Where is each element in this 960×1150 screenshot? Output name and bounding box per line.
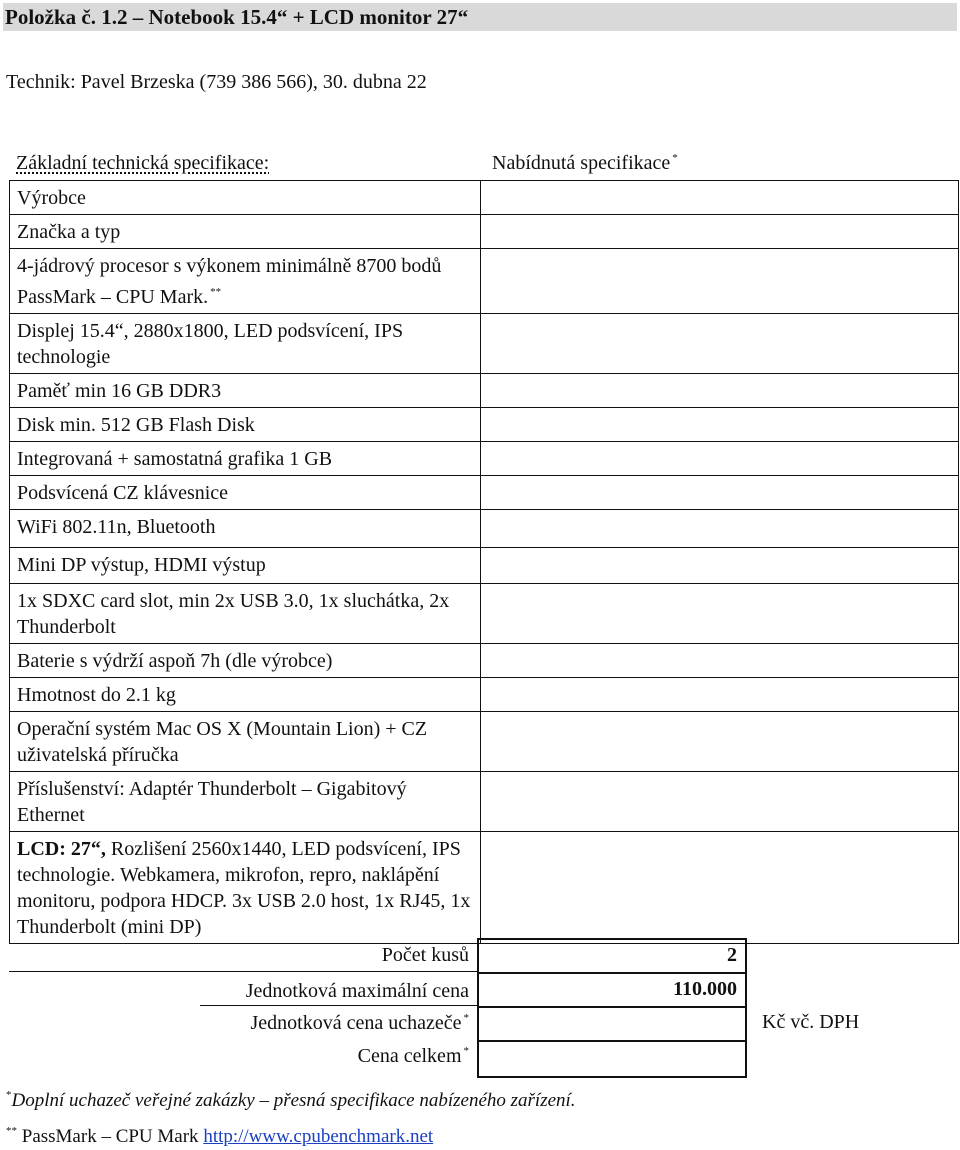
spec-row <box>9 374 959 408</box>
spec-row <box>9 215 959 249</box>
spec-label: Baterie s výdrží aspoň 7h (dle výrobce) <box>9 644 481 677</box>
spec-row <box>9 314 959 374</box>
spec-label: Mini DP výstup, HDMI výstup <box>9 548 481 583</box>
footnote-offer <box>4 1089 576 1112</box>
price-divider-line <box>9 971 477 972</box>
unit-price-mark: * <box>463 1012 469 1024</box>
spec-row <box>9 644 959 678</box>
count-value: 2 <box>479 940 745 974</box>
spec-row <box>9 181 959 215</box>
spec-row-lcd <box>9 832 959 944</box>
spec-table <box>9 180 959 944</box>
offered-spec-cell[interactable] <box>481 181 959 214</box>
total-price-label-text: Cena celkem <box>357 1045 462 1067</box>
spec-row <box>9 548 959 584</box>
offered-spec-cell[interactable] <box>481 408 959 441</box>
price-divider-line <box>200 1005 477 1006</box>
spec-label: Displej 15.4“, 2880x1800, LED podsvícení, IPS technologie <box>9 314 481 373</box>
footnote-passmark-text: PassMark – CPU Mark <box>21 1126 199 1147</box>
offered-spec-cell[interactable] <box>481 712 959 771</box>
max-price-label: Jednotková maximální cena <box>245 980 469 1002</box>
unit-price-label <box>4 1012 469 1035</box>
spec-label: Disk min. 512 GB Flash Disk <box>9 408 481 441</box>
total-price-input[interactable] <box>479 1042 745 1076</box>
offered-spec-cell[interactable] <box>481 832 959 943</box>
spec-label: Příslušenství: Adaptér Thunderbolt – Gigabitový Ethernet <box>9 772 481 831</box>
spec-row <box>9 408 959 442</box>
spec-label: 4-jádrový procesor s výkonem minimálně 8700 bodů PassMark – CPU Mark. <box>17 255 442 308</box>
offered-spec-header-text: Nabídnutá specifikace <box>492 152 671 174</box>
offered-spec-cell[interactable] <box>481 215 959 248</box>
offered-spec-cell[interactable] <box>481 249 959 313</box>
count-label: Počet kusů <box>381 944 469 966</box>
spec-label: Hmotnost do 2.1 kg <box>9 678 481 711</box>
spec-label: Podsvícená CZ klávesnice <box>9 476 481 509</box>
footnote-passmark <box>4 1125 433 1148</box>
spec-row <box>9 712 959 772</box>
spec-row <box>9 476 959 510</box>
offered-spec-cell[interactable] <box>481 548 959 583</box>
lcd-bold-label: LCD: 27“, <box>17 838 106 860</box>
spec-label: Výrobce <box>9 181 481 214</box>
spec-label-processor <box>9 249 481 313</box>
spec-row <box>9 584 959 644</box>
technician-line: Technik: Pavel Brzeska (739 386 566), 30. dubna 22 <box>6 71 427 93</box>
offered-spec-header <box>492 152 678 175</box>
offered-spec-cell[interactable] <box>481 442 959 475</box>
spec-label: 1x SDXC card slot, min 2x USB 3.0, 1x sluchátka, 2x Thunderbolt <box>9 584 481 643</box>
spec-row <box>9 772 959 832</box>
spec-label-lcd <box>9 832 481 943</box>
item-title: Položka č. 1.2 – Notebook 15.4“ + LCD monitor 27“ <box>5 5 469 29</box>
spec-label: Operační systém Mac OS X (Mountain Lion) + CZ uživatelská příručka <box>9 712 481 771</box>
passmark-mark: ** <box>210 286 222 298</box>
offered-spec-cell[interactable] <box>481 314 959 373</box>
spec-label: Značka a typ <box>9 215 481 248</box>
offered-spec-cell[interactable] <box>481 584 959 643</box>
offered-spec-cell[interactable] <box>481 678 959 711</box>
footnote-passmark-mark: ** <box>6 1125 17 1137</box>
offered-spec-cell[interactable] <box>481 772 959 831</box>
unit-price-input[interactable] <box>479 1008 745 1042</box>
spec-label: Paměť min 16 GB DDR3 <box>9 374 481 407</box>
spec-label: WiFi 802.11n, Bluetooth <box>9 510 481 547</box>
total-price-label <box>4 1045 469 1068</box>
passmark-link[interactable]: http://www.cpubenchmark.net <box>203 1126 434 1147</box>
offered-spec-cell[interactable] <box>481 476 959 509</box>
unit-price-label-text: Jednotková cena uchazeče <box>250 1012 462 1034</box>
max-price-value: 110.000 <box>479 974 745 1008</box>
spec-row <box>9 442 959 476</box>
item-title-bar <box>3 3 957 31</box>
spec-row <box>9 249 959 314</box>
total-price-mark: * <box>463 1045 469 1057</box>
basic-spec-header-text: Základní technická specifikace: <box>16 152 270 174</box>
offered-spec-cell[interactable] <box>481 644 959 677</box>
lcd-description: Rozlišení 2560x1440, LED podsvícení, IPS technologie. Webkamera, mikrofon, repro, naklápění monitoru, podpora HDCP. 3x USB 2.0 host, 1x RJ45, 1x Thunderbolt (mini DP) <box>17 838 471 938</box>
basic-spec-header <box>16 152 269 175</box>
price-box <box>477 938 747 1078</box>
offered-spec-mark: * <box>672 152 678 164</box>
offered-spec-cell[interactable] <box>481 510 959 547</box>
spec-label: Integrovaná + samostatná grafika 1 GB <box>9 442 481 475</box>
footnote-offer-text: Doplní uchazeč veřejné zakázky – přesná specifikace nabízeného zařízení. <box>11 1090 576 1111</box>
currency-label: Kč vč. DPH <box>762 1011 860 1033</box>
spec-row <box>9 510 959 548</box>
offered-spec-cell[interactable] <box>481 374 959 407</box>
spec-row <box>9 678 959 712</box>
footnote-offer-mark: * <box>6 1089 12 1101</box>
